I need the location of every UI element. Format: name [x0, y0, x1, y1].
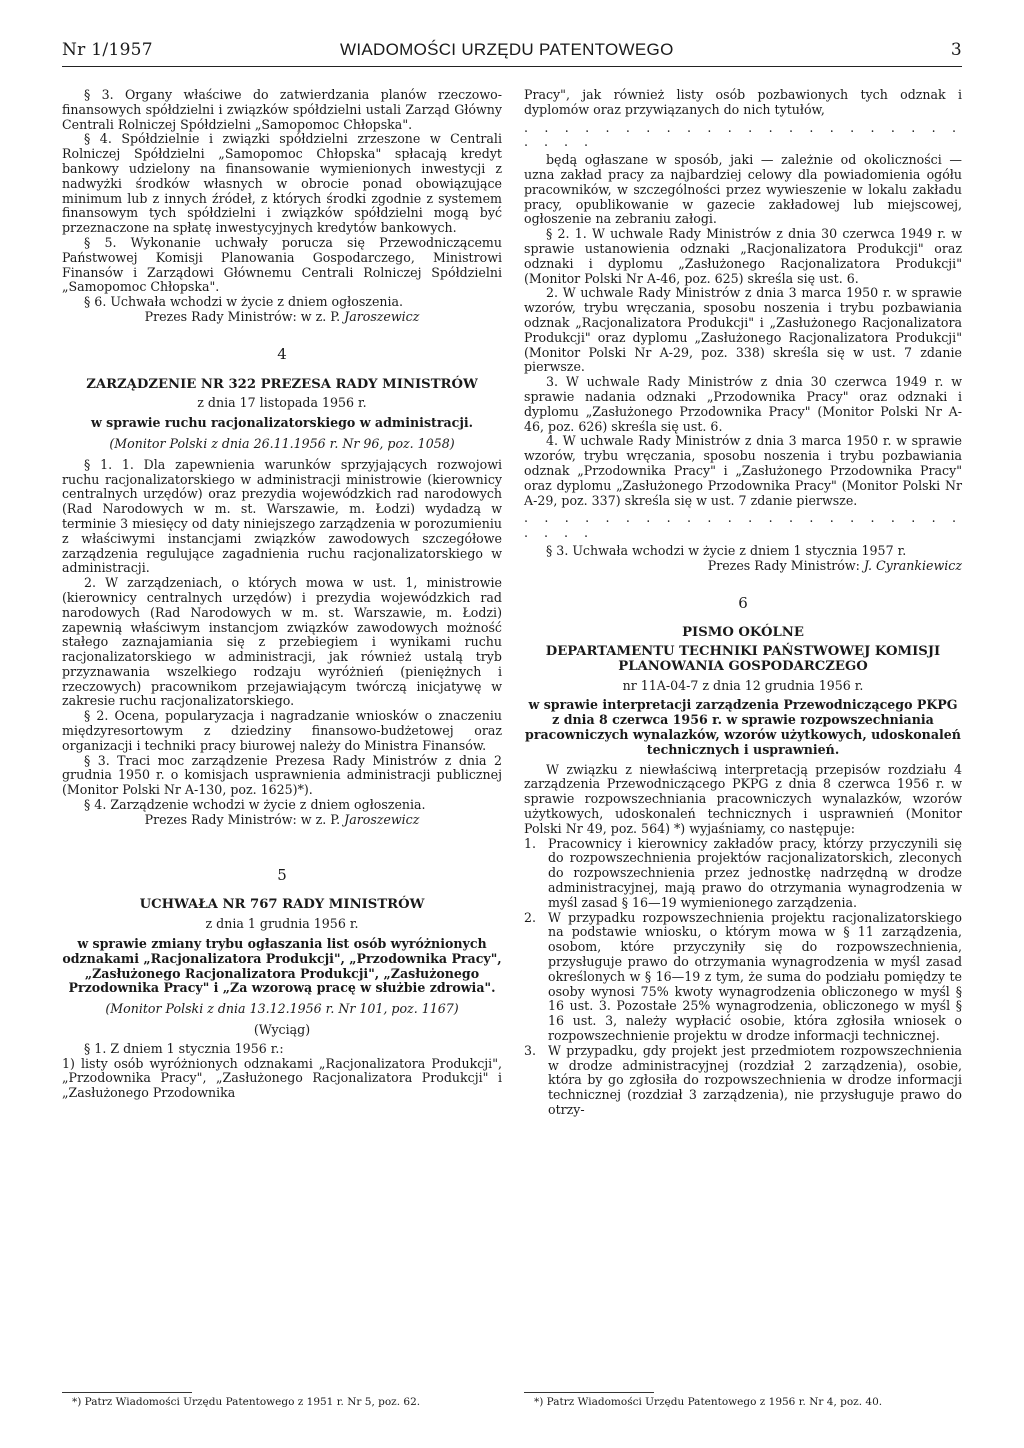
list-item-number: 1.: [524, 835, 537, 851]
paragraph: 3. W uchwale Rady Ministrów z dnia 30 czerwca 1949 r. w sprawie nadania odznaki „Przodownika Pracy" oraz odznaki i dyplomu „Zasłużonego Przodownika Pracy" (Monitor Polski Nr A-46, poz. 626) skreśla się ust. 6.: [524, 374, 962, 434]
ellipsis-line: . . . . . . . . . . . . . . . . . . . . . . . . . .: [524, 510, 962, 541]
issue-number: Nr 1/1957: [62, 40, 153, 60]
section-number: 4: [277, 344, 287, 363]
list-item-number: 3.: [524, 1042, 537, 1058]
signature: [62, 310, 502, 325]
extract-label: (Wyciąg): [253, 1022, 311, 1038]
footnote-rule: [62, 1392, 192, 1393]
list-item-text: W przypadku rozpowszechnienia projektu racjonalizatorskiego na podstawie wniosku, o którym mowa w § 11 zarządzenia, osobom, które przyczyniły się do rozpowszechnienia, przysługuje prawo do otrzymania wynagrodzenia w myśl zasad określonych w § 16—19 z tym, że suma do podziału pomiędzy te osoby wynosi 75% kwoty wynagrodzenia obliczonego w myśl § 16 ust. 3. Pozostałe 25% wynagrodzenia, obliczonego w myśl § 16 ust. 3, należy wypłacić osobie, która zgłosiła wniosek o rozpowszechnienie projektu w drodze informacji technicznej.: [548, 909, 962, 1044]
paragraph: § 6. Uchwała wchodzi w życie z dniem ogłoszenia.: [84, 294, 404, 310]
section-number: 5: [277, 865, 287, 884]
paragraph: § 5. Wykonanie uchwały porucza się Przewodniczącemu Państwowej Komisji Planowania Gospodarczego, Ministrowi Finansów i Zarządowi Głównemu Centrali Rolniczej Spółdzielni „Samopomoc Chłopska".: [62, 234, 502, 295]
paragraph: § 3. Uchwała wchodzi w życie z dniem 1 stycznia 1957 r.: [546, 542, 907, 558]
section-subject: w sprawie interpretacji zarządzenia Przewodniczącego PKPG z dnia 8 czerwca 1956 r. w sprawie rozpowszechniania pracowniczych wynalazków, wzorów użytkowych, udoskonaleń technicznych i usprawnień.: [525, 697, 961, 757]
journal-title: WIADOMOŚCI URZĘDU PATENTOWEGO: [340, 40, 674, 59]
paragraph: 4. W uchwale Rady Ministrów z dnia 3 marca 1950 r. w sprawie wzorów, trybu wręczania, sposobu noszenia i trybu pozbawiania odznak „Przodownika Pracy" i „Zasłużonego Przodownika Pracy" oraz dyplomu „Zasłużonego Przodownika Pracy" (Monitor Polski Nr A-29, poz. 337) skreśla się w ust. 7 zdanie pierwsze.: [524, 433, 962, 508]
list-item: [524, 1044, 962, 1118]
signature: [62, 813, 502, 828]
paragraph: § 4. Spółdzielnie i związki spółdzielni zrzeszone w Centrali Rolniczej Spółdzielni „Samopomoc Chłopska" spłacają kredyt bankowy udzielony na finansowanie wymienionych inwestycji z nadwyżki środków własnych w obrocie ponad obowiązujące minimum lub z innych źródeł, z których środki zgodnie z systemem finansowym tych spółdzielni i związków spółdzielni mogą być przeznaczone na spłatę inwestycyjnych kredytów bankowych.: [62, 131, 502, 236]
list-item-number: 2.: [524, 909, 537, 925]
section-subject: w sprawie zmiany trybu ogłaszania list osób wyróżnionych odznakami „Racjonalizatora Produkcji", „Przodownika Pracy", „Zasłużonego Racjonalizatora Produkcji", „Zasłużonego Przodownika Pracy" i „Za wzorową pracę w służbie zdrowia".: [62, 936, 502, 996]
right-column: [524, 88, 962, 1118]
section-heading: UCHWAŁA NR 767 RADY MINISTRÓW: [139, 897, 425, 913]
section-heading: ZARZĄDZENIE NR 322 PREZESA RADY MINISTRÓW: [86, 376, 478, 392]
paragraph: W związku z niewłaściwą interpretacją przepisów rozdziału 4 zarządzenia Przewodniczącego PKPG z dnia 8 czerwca 1956 r. w sprawie rozpowszechniania pracowniczych wynalazków, wzorów użytkowych, udoskonaleń technicznych i usprawnień (Monitor Polski Nr 49, poz. 564) *) wyjaśniamy, co następuje:: [524, 761, 962, 836]
section-citation: (Monitor Polski z dnia 13.12.1956 r. Nr 101, poz. 1167): [105, 1001, 459, 1017]
signature-title: Prezes Rady Ministrów: w z. P.: [144, 811, 341, 827]
paragraph: 2. W uchwale Rady Ministrów z dnia 3 marca 1950 r. w sprawie wzorów, trybu wręczania, sposobu noszenia i trybu pozbawiania odznak „Racjonalizatora Produkcji" i „Zasłużonego Racjonalizatora Produkcji" oraz dyplomu „Zasłużonego Racjonalizatora Produkcji" (Monitor Polski Nr A-29, poz. 338) skreśla się w ust. 7 zdanie pierwsze.: [524, 285, 962, 375]
signature: [524, 559, 962, 574]
ellipsis-line: . . . . . . . . . . . . . . . . . . . . . . . . . .: [524, 119, 962, 150]
section-heading: PISMO OKÓLNE: [682, 625, 804, 641]
numbered-list: [524, 837, 962, 1118]
footnote: *) Patrz Wiadomości Urzędu Patentowego z 1956 r. Nr 4, poz. 40.: [534, 1396, 883, 1408]
paragraph: § 3. Organy właściwe do zatwierdzania planów rzeczowo-finansowych spółdzielni i związków spółdzielni ustali Zarząd Główny Centrali Rolniczej Spółdzielni „Samopomoc Chłopska".: [62, 87, 502, 132]
page-header: [62, 40, 962, 66]
paragraph: § 2. 1. W uchwale Rady Ministrów z dnia 30 czerwca 1949 r. w sprawie ustanowienia odznaki „Racjonalizatora Produkcji" oraz odznaki i dyplomu „Zasłużonego Racjonalizatora Produkcji" (Monitor Polski Nr A-46, poz. 625) skreśla się ust. 6.: [524, 226, 962, 286]
paragraph: 2. W zarządzeniach, o których mowa w ust. 1, ministrowie (kierownicy centralnych urzędów) i prezydia wojewódzkich rad narodowych (Rad Narodowych w m. st. Warszawie, m. Łodzi) zapewnią właściwym instancjom związków zawodowych możność stałego zaznajamiania się z przebiegiem i wynikami ruchu racjonalizatorskiego w administracji, jak również ustalą tryb przyznawania wszelkiego rodzaju wyróżnień (pieniężnych i rzeczowych) pracownikom przejawiającym twórczą inicjatywę w zakresie ruchu racjonalizatorskiego.: [62, 575, 502, 709]
paragraph: § 1. Z dniem 1 stycznia 1956 r.:: [84, 1040, 284, 1056]
paragraph: § 1. 1. Dla zapewnienia warunków sprzyjających rozwojowi ruchu racjonalizatorskiego w administracji ministrowie (kierownicy centralnych urzędów) oraz prezydia wojewódzkich rad narodowych (Rad Narodowych w m. st. Warszawie, m. Łodzi) wydadzą w terminie 3 miesięcy od daty niniejszego zarządzenia w porozumieniu z właściwymi instancjami związków zawodowych szczegółowe zarządzenia regulujące zagadnienia ruchu racjonalizatorskiego w administracji.: [62, 456, 502, 576]
footnote-rule: [524, 1392, 654, 1393]
footnote: *) Patrz Wiadomości Urzędu Patentowego z 1951 r. Nr 5, poz. 62.: [72, 1396, 421, 1408]
signature-name: Jaroszewicz: [344, 811, 420, 827]
page-number: 3: [950, 40, 962, 60]
section-date: nr 11A-04-7 z dnia 12 grudnia 1956 r.: [622, 677, 864, 693]
section-heading: PLANOWANIA GOSPODARCZEGO: [618, 658, 868, 674]
section-number: 6: [738, 593, 748, 612]
paragraph: § 4. Zarządzenie wchodzi w życie z dniem ogłoszenia.: [84, 797, 426, 813]
section-date: z dnia 17 listopada 1956 r.: [197, 395, 367, 411]
section-date: z dnia 1 grudnia 1956 r.: [205, 916, 359, 932]
footnote-block: [524, 1384, 962, 1408]
signature-name: Jaroszewicz: [344, 308, 420, 324]
list-item-text: Pracownicy i kierownicy zakładów pracy, którzy przyczynili się do rozpowszechnienia projektów racjonalizatorskich, zleconych do rozpowszechnienia przez jednostkę nadrzędną w drodze administracyjnej, mają prawo do otrzymania wynagrodzenia w myśl zasad § 16—19 wymienionego zarządzenia.: [548, 835, 962, 910]
section-citation: (Monitor Polski z dnia 26.11.1956 r. Nr 96, poz. 1058): [109, 435, 455, 451]
signature-title: Prezes Rady Ministrów: w z. P.: [144, 308, 341, 324]
signature-name: J. Cyrankiewicz: [863, 557, 962, 573]
left-column: [62, 88, 502, 1101]
paragraph: § 2. Ocena, popularyzacja i nagradzanie wniosków o znaczeniu międzyresortowym z dziedziny finansowo-budżetowej oraz organizacji i techniki pracy biurowej należy do Ministra Finansów.: [62, 708, 502, 753]
paragraph: Pracy", jak również listy osób pozbawionych tych odznak i dyplomów oraz przywiązanych do nich tytułów,: [524, 87, 962, 117]
section-subject: w sprawie ruchu racjonalizatorskiego w administracji.: [90, 415, 474, 431]
footnote-block: [62, 1384, 502, 1408]
list-item-text: W przypadku, gdy projekt jest przedmiotem rozpowszechnienia w drodze administracyjnej (rozdział 2 zarządzenia), osobie, która by go zgłosiła do rozpowszechnienia w drodze informacji technicznej (rozdział 3 zarządzenia), nie przysługuje prawo do otrzy-: [548, 1042, 962, 1117]
header-rule: [62, 66, 962, 67]
section-heading: DEPARTAMENTU TECHNIKI PAŃSTWOWEJ KOMISJI: [545, 644, 941, 660]
signature-title: Prezes Rady Ministrów:: [707, 557, 860, 573]
paragraph: będą ogłaszane w sposób, jaki — zależnie od okoliczności — uzna zakład pracy za najbardziej celowy dla powiadomienia ogółu pracowników, w szczególności przez wywieszenie w lokalu zakładu pracy, opublikowanie w gazecie zakładowej lub miejscowej, ogłoszenie na zebraniu załogi.: [524, 152, 962, 227]
paragraph: § 3. Traci moc zarządzenie Prezesa Rady Ministrów z dnia 2 grudnia 1950 r. o komisjach usprawnienia administracji publicznej (Monitor Polski Nr A-130, poz. 1625)*).: [62, 752, 502, 798]
list-item: [524, 837, 962, 911]
list-item: [524, 911, 962, 1044]
paragraph: 1) listy osób wyróżnionych odznakami „Racjonalizatora Produkcji", „Przodownika Pracy", „Zasłużonego Racjonalizatora Produkcji" i „Zasłużonego Przodownika: [62, 1055, 502, 1101]
